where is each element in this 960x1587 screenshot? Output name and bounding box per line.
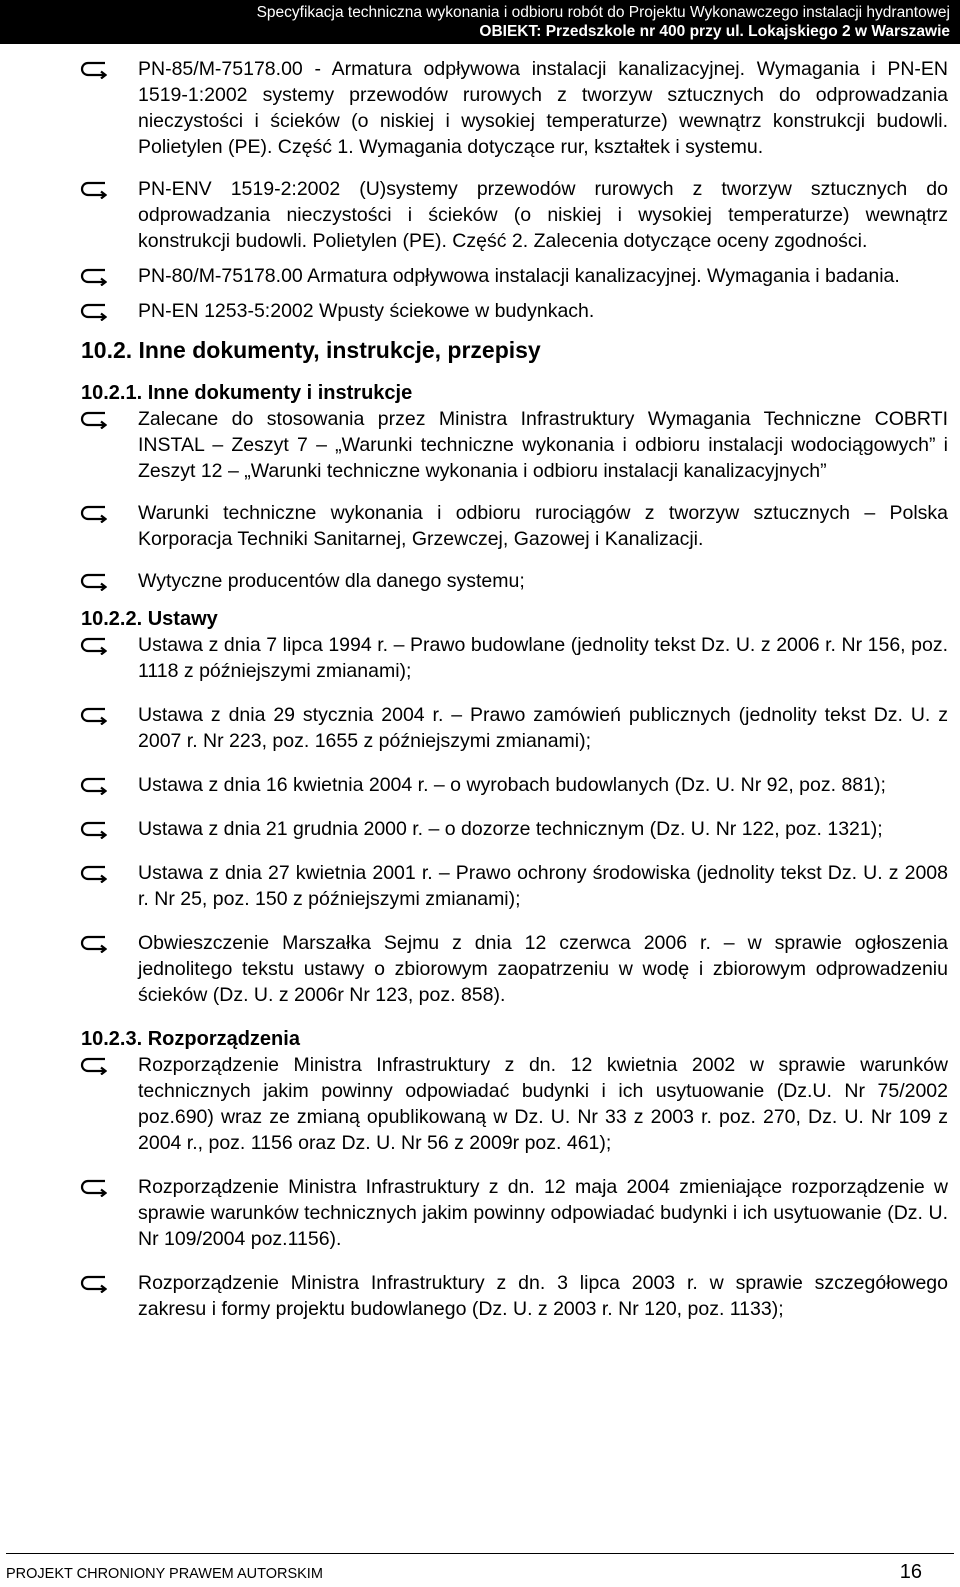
- regulation-text: Rozporządzenie Ministra Infrastruktury z dn. 3 lipca 2003 r. w sprawie szczegółowego zakresu i formy projektu budowlanego (Dz. U. z 2003 r. Nr 120, poz. 1133);: [138, 1272, 948, 1320]
- law-text: Ustawa z dnia 7 lipca 1994 r. – Prawo budowlane (jednolity tekst Dz. U. z 2006 r. Nr 156, poz. 1118 z późniejszymi zmianami);: [138, 634, 948, 682]
- list-item: [0, 930, 960, 1008]
- document-text: Zalecane do stosowania przez Ministra Infrastruktury Wymagania Techniczne COBRTI INSTAL – Zeszyt 7 – „Warunki techniczne wykonania i odbioru instalacji wodociągowych” i Zeszyt 12 – „Warunki techniczne wykonania i odbioru instalacji kanalizacyjnych”: [138, 408, 948, 482]
- list-item: [0, 298, 960, 324]
- list-item: [0, 632, 960, 684]
- list-item: [0, 1270, 960, 1322]
- list-item: [0, 568, 960, 594]
- footer-divider: [6, 1553, 954, 1554]
- u-turn-arrow-icon: [79, 301, 107, 321]
- footer-copyright: PROJEKT CHRONIONY PRAWEM AUTORSKIM: [6, 1566, 323, 1582]
- list-item: [0, 263, 960, 289]
- subsection-heading-10-2-2: 10.2.2. Ustawy: [81, 608, 218, 630]
- list-item: [0, 772, 960, 798]
- regulation-text: Rozporządzenie Ministra Infrastruktury z dn. 12 kwietnia 2002 w sprawie warunków technicznych jakim powinny odpowiadać budynki i ich usytuowanie (Dz.U. Nr 75/2002 poz.690) wraz ze zmianą opublikowaną w Dz. U. Nr 33 z 2003 r. poz. 270, Dz. U. Nr 109 z 2004 r., poz. 1156 oraz Dz. U. Nr 56 z 2009r poz. 461);: [138, 1054, 948, 1154]
- document-text: Warunki techniczne wykonania i odbioru rurociągów z tworzyw sztucznych – Polska Korporacja Techniki Sanitarnej, Grzewczej, Gazowej i Kanalizacji.: [138, 502, 948, 550]
- list-item: [0, 860, 960, 912]
- u-turn-arrow-icon: [79, 266, 107, 286]
- u-turn-arrow-icon: [79, 635, 107, 655]
- list-item: [0, 702, 960, 754]
- norm-text: PN-ENV 1519-2:2002 (U)systemy przewodów rurowych z tworzyw sztucznych do odprowadzania nieczystości i ścieków (o niskiej i wysokiej temperaturze) wewnątrz konstrukcji budowli. Polietylen (PE). Część 2. Zalecenia dotyczące oceny zgodności.: [138, 178, 948, 252]
- header-document-title: Specyfikacja techniczna wykonania i odbioru robót do Projektu Wykonawczego instalacji hydrantowej: [256, 4, 950, 21]
- u-turn-arrow-icon: [79, 409, 107, 429]
- list-item: [0, 500, 960, 552]
- list-item: [0, 176, 960, 254]
- u-turn-arrow-icon: [79, 933, 107, 953]
- u-turn-arrow-icon: [79, 775, 107, 795]
- u-turn-arrow-icon: [79, 59, 107, 79]
- law-text: Ustawa z dnia 27 kwietnia 2001 r. – Prawo ochrony środowiska (jednolity tekst Dz. U. z 2008 r. Nr 25, poz. 150 z późniejszymi zmianami);: [138, 862, 948, 910]
- u-turn-arrow-icon: [79, 705, 107, 725]
- list-item: [0, 816, 960, 842]
- document-body: [0, 56, 960, 1322]
- law-text: Ustawa z dnia 16 kwietnia 2004 r. – o wyrobach budowlanych (Dz. U. Nr 92, poz. 881);: [138, 774, 886, 796]
- regulation-text: Rozporządzenie Ministra Infrastruktury z dn. 12 maja 2004 zmieniające rozporządzenie w sprawie warunków technicznych jakim powinny odpowiadać budynki i ich usytuowanie (Dz. U. Nr 109/2004 poz.1156).: [138, 1176, 948, 1250]
- subsection-heading-10-2-3: 10.2.3. Rozporządzenia: [81, 1028, 300, 1050]
- norm-text: PN-85/M-75178.00 - Armatura odpływowa instalacji kanalizacyjnej. Wymagania i PN-EN 1519-1:2002 systemy przewodów rurowych z tworzyw sztucznych do odprowadzania nieczystości i ścieków (o niskiej i wysokiej temperaturze) wewnątrz konstrukcji budowli. Polietylen (PE). Część 1. Wymagania dotyczące rur, kształtek i systemu.: [138, 58, 948, 158]
- u-turn-arrow-icon: [79, 1177, 107, 1197]
- u-turn-arrow-icon: [79, 179, 107, 199]
- section-heading-10-2: 10.2. Inne dokumenty, instrukcje, przepisy: [81, 337, 541, 363]
- document-text: Wytyczne producentów dla danego systemu;: [138, 570, 525, 592]
- u-turn-arrow-icon: [79, 1055, 107, 1075]
- list-item: [0, 406, 960, 484]
- u-turn-arrow-icon: [79, 863, 107, 883]
- page-number: 16: [899, 1561, 922, 1583]
- norm-text: PN-EN 1253-5:2002 Wpusty ściekowe w budynkach.: [138, 300, 595, 322]
- subsection-heading-10-2-1: 10.2.1. Inne dokumenty i instrukcje: [81, 382, 413, 404]
- u-turn-arrow-icon: [79, 819, 107, 839]
- norm-text: PN-80/M-75178.00 Armatura odpływowa instalacji kanalizacyjnej. Wymagania i badania.: [138, 265, 900, 287]
- law-text: Obwieszczenie Marszałka Sejmu z dnia 12 czerwca 2006 r. – w sprawie ogłoszenia jednolitego tekstu ustawy o zbiorowym zaopatrzeniu w wodę i zbiorowym odprowadzeniu ścieków (Dz. U. z 2006r Nr 123, poz. 858).: [138, 932, 948, 1006]
- section-heading-wrap: [0, 336, 960, 364]
- header-object: OBIEKT: Przedszkole nr 400 przy ul. Lokajskiego 2 w Warszawie: [479, 23, 950, 40]
- page-footer: [0, 1548, 960, 1587]
- law-text: Ustawa z dnia 21 grudnia 2000 r. – o dozorze technicznym (Dz. U. Nr 122, poz. 1321);: [138, 818, 883, 840]
- list-item: [0, 1174, 960, 1252]
- list-item: [0, 1052, 960, 1156]
- law-text: Ustawa z dnia 29 stycznia 2004 r. – Prawo zamówień publicznych (jednolity tekst Dz. U. z 2007 r. Nr 223, poz. 1655 z późniejszymi zmianami);: [138, 704, 948, 752]
- u-turn-arrow-icon: [79, 1273, 107, 1293]
- u-turn-arrow-icon: [79, 503, 107, 523]
- u-turn-arrow-icon: [79, 571, 107, 591]
- list-item: [0, 56, 960, 160]
- page-header: [0, 0, 960, 44]
